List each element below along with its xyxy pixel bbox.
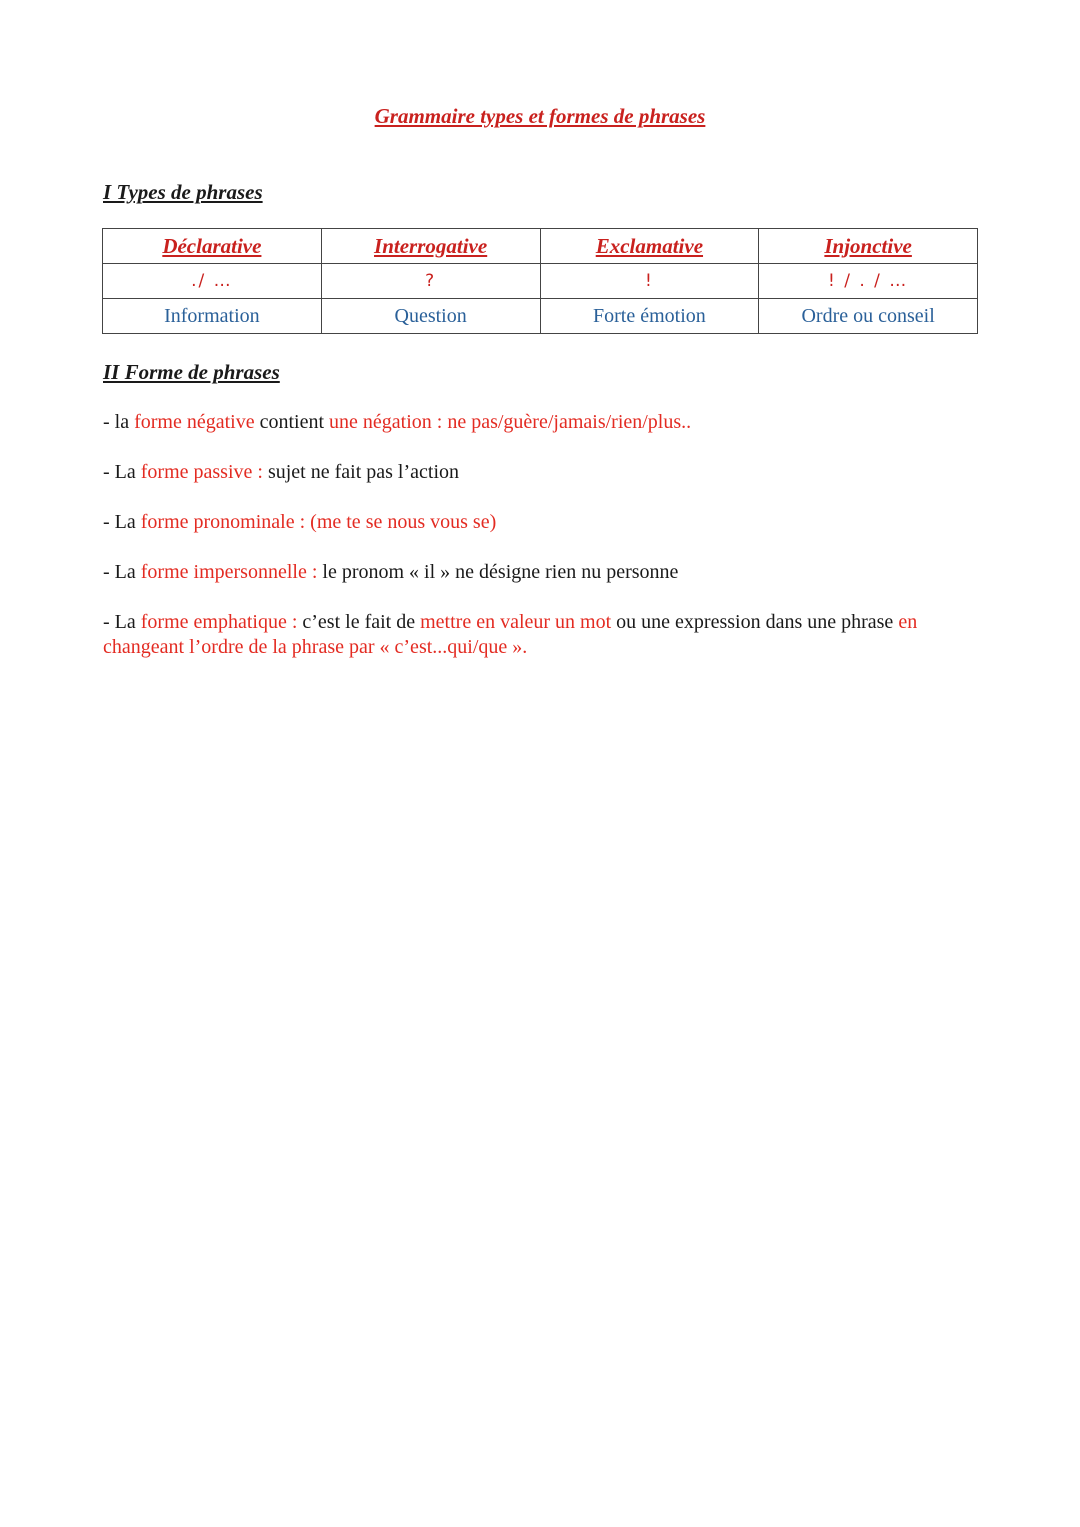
table-header-cell: Interrogative — [321, 229, 540, 264]
table-cell: ! / . / … — [759, 264, 978, 299]
table-header-cell: Injonctive — [759, 229, 978, 264]
text-span: contient — [254, 411, 330, 433]
table-cell: ./ … — [103, 264, 322, 299]
table-row-uses — [103, 299, 978, 334]
table-cell: ? — [321, 264, 540, 299]
text-span: - La — [103, 511, 141, 533]
highlight-span: une négation : ne pas/guère/jamais/rien/plus.. — [329, 411, 692, 433]
highlight-span: forme pronominale : (me te se nous vous se) — [140, 511, 497, 533]
table-cell: Ordre ou conseil — [759, 299, 978, 334]
table-cell: Information — [103, 299, 322, 334]
section-heading-types: I Types de phrases — [103, 180, 263, 204]
highlight-span: forme emphatique : — [140, 611, 303, 633]
paragraph-negative-form — [103, 410, 983, 435]
text-span: - la — [103, 411, 135, 433]
table-row-punctuation — [103, 264, 978, 299]
table-header-cell: Exclamative — [540, 229, 759, 264]
highlight-span: forme impersonnelle : — [140, 561, 323, 583]
text-span: c’est le fait de — [302, 611, 421, 633]
highlight-span: mettre en valeur un mot — [420, 611, 612, 633]
table-header-cell: Déclarative — [103, 229, 322, 264]
paragraph-emphatic-form — [103, 610, 983, 660]
paragraph-impersonal-form — [103, 560, 983, 585]
highlight-span: en changeant l’ordre de la phrase par « c’est...qui/que ». — [103, 611, 918, 658]
document-title: Grammaire types et formes de phrases — [374, 104, 706, 128]
text-span: - La — [103, 611, 141, 633]
highlight-span: forme négative — [134, 411, 255, 433]
text-span: sujet ne fait pas l’action — [267, 461, 459, 483]
highlight-span: forme passive : — [140, 461, 268, 483]
table-cell: Forte émotion — [540, 299, 759, 334]
text-span: - La — [103, 561, 141, 583]
text-span: ou une expression dans une phrase — [611, 611, 899, 633]
paragraph-pronominal-form — [103, 510, 983, 535]
section-heading-forms: II Forme de phrases — [103, 360, 280, 384]
paragraph-passive-form — [103, 460, 983, 485]
text-span: le pronom « il » ne désigne rien nu personne — [322, 561, 679, 583]
table-cell: ! — [540, 264, 759, 299]
table-header-row — [103, 229, 978, 264]
table-cell: Question — [321, 299, 540, 334]
sentence-types-table — [102, 228, 978, 334]
text-span: - La — [103, 461, 141, 483]
